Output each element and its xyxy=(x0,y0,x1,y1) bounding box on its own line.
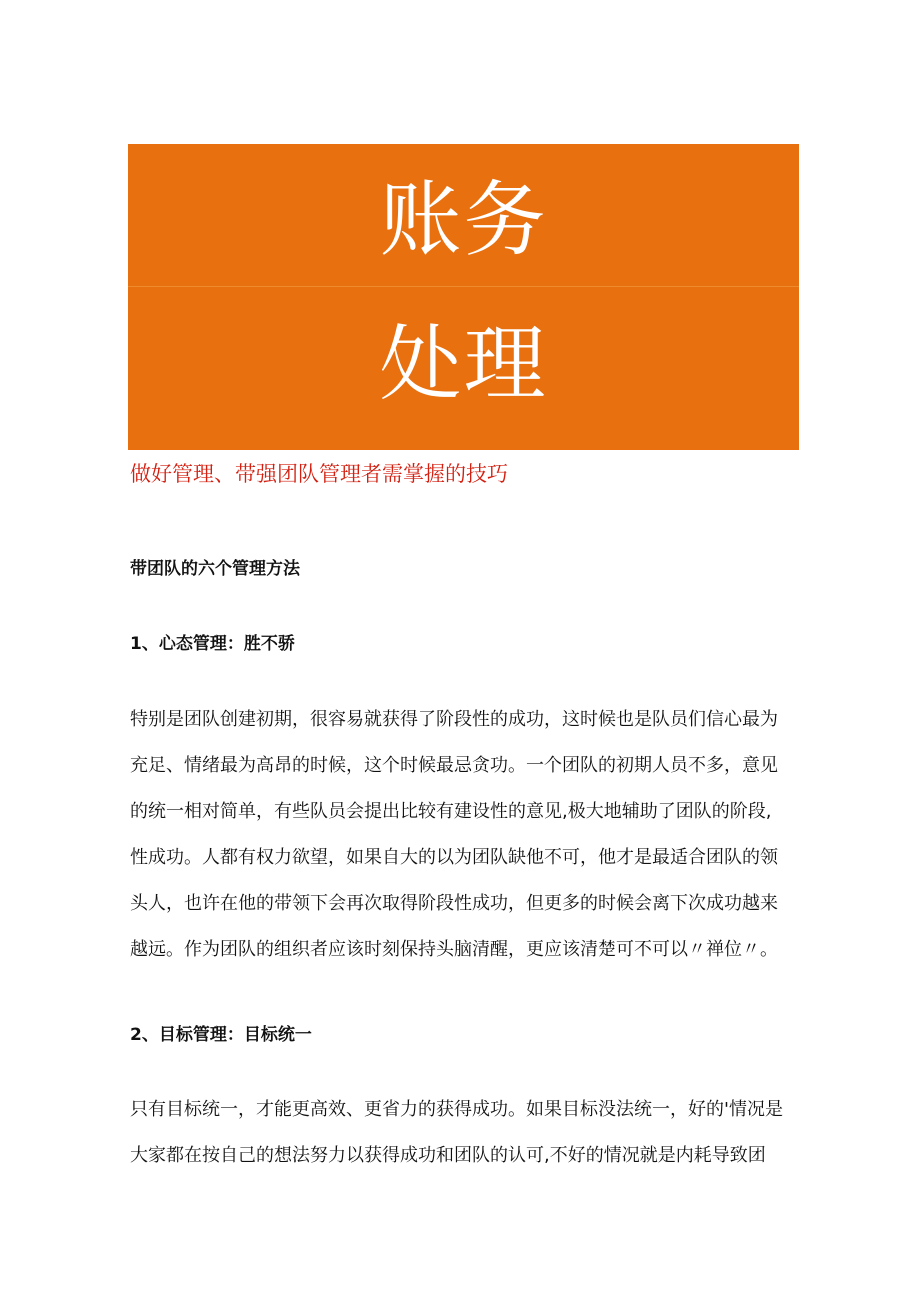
main-title: 带团队的六个管理方法 xyxy=(130,559,300,579)
title-banner xyxy=(128,144,799,450)
banner-title-line-1: 账务 xyxy=(379,173,548,268)
paragraph-line: 特别是团队创建初期，很容易就获得了阶段性的成功，这时候也是队员们信心最为 xyxy=(130,709,778,730)
section-heading-1: 1、心态管理：胜不骄 xyxy=(130,634,295,654)
paragraph-line: 性成功。人都有权力欲望，如果自大的以为团队缺他不可，他才是最适合团队的领 xyxy=(130,847,778,868)
paragraph-line: 的统一相对简单，有些队员会提出比较有建设性的意见,极大地辅助了团队的阶段, xyxy=(130,801,772,822)
paragraph-line: 充足、情绪最为高昂的时候，这个时候最忌贪功。一个团队的初期人员不多，意见 xyxy=(130,755,778,776)
banner-title-line-2: 处理 xyxy=(379,317,548,412)
banner-divider xyxy=(128,286,799,287)
section-paragraph-2 xyxy=(130,1087,810,1179)
paragraph-line: 头人，也许在他的带领下会再次取得阶段性成功，但更多的时候会离下次成功越来 xyxy=(130,893,778,914)
paragraph-line: 越远。作为团队的组织者应该时刻保持头脑清醒，更应该清楚可不可以〃禅位〃。 xyxy=(130,939,778,960)
paragraph-line: 大家都在按自己的想法努力以获得成功和团队的认可,不好的情况就是内耗导致团 xyxy=(130,1145,766,1166)
section-paragraph-1 xyxy=(130,697,810,973)
paragraph-line: 只有目标统一，才能更高效、更省力的获得成功。如果目标没法统一，好的'情况是 xyxy=(130,1099,783,1120)
section-heading-2: 2、目标管理：目标统一 xyxy=(130,1025,312,1045)
subtitle: 做好管理、带强团队管理者需掌握的技巧 xyxy=(130,462,508,486)
